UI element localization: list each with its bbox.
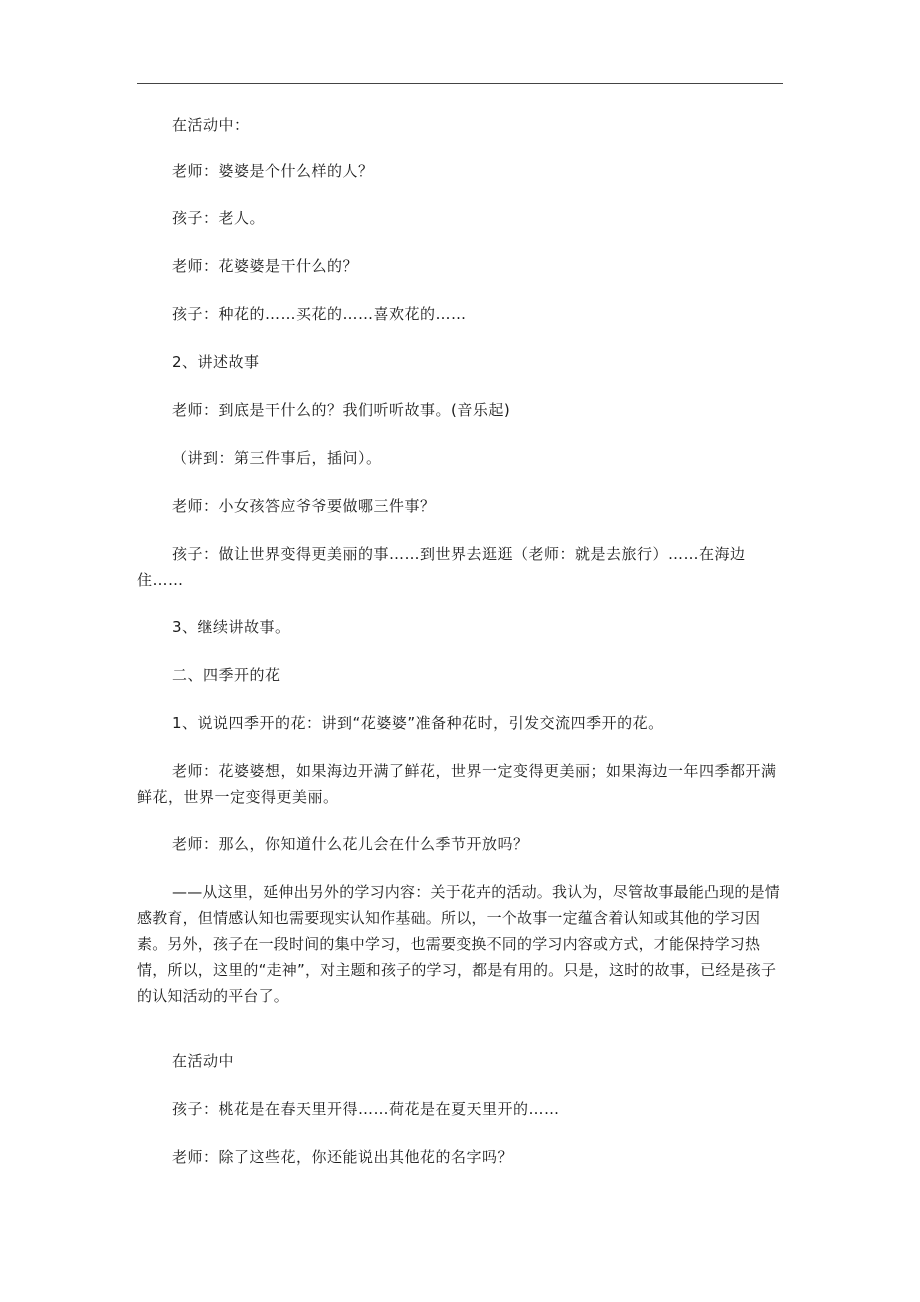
paragraph-14: 老师：花婆婆想，如果海边开满了鲜花，世界一定变得更美丽；如果海边一年四季都开满鲜花，世界一定变得更美丽。: [137, 762, 777, 806]
paragraph-3: 孩子：老人。: [172, 209, 266, 227]
paragraph-18: 孩子：桃花是在春天里开得……荷花是在夏天里开的……: [172, 1100, 560, 1118]
chapter-heading-2: 二、四季开的花: [172, 666, 281, 684]
paragraph-15: 老师：那么，你知道什么花儿会在什么季节开放吗？: [172, 835, 529, 853]
paragraph-17: 在活动中: [172, 1052, 235, 1070]
paragraph-1: 在活动中：: [172, 116, 250, 134]
paragraph-7: 老师：到底是干什么的？我们听听故事。(音乐起): [172, 401, 511, 419]
header-rule: [137, 83, 783, 84]
paragraph-8: （讲到：第三件事后，插问）。: [172, 449, 382, 467]
paragraph-2: 老师：婆婆是个什么样的人？: [172, 162, 374, 180]
paragraph-19: 老师：除了这些花，你还能说出其他花的名字吗？: [172, 1148, 514, 1166]
paragraph-10: 孩子：做让世界变得更美丽的事……到世界去逛逛（老师：就是去旅行）……在海边住……: [137, 545, 746, 589]
paragraph-9: 老师：小女孩答应爷爷要做哪三件事？: [172, 497, 436, 515]
paragraph-16: ——从这里，延伸出另外的学习内容：关于花卉的活动。我认为，尽管故事最能凸现的是情感教育，但情感认知也需要现实认知作基础。所以，一个故事一定蕴含着认知或其他的学习因素。另外，孩子在一段时间的集中学习，也需要变换不同的学习内容或方式，才能保持学习热情，所以，这里的“走神”，对主题和孩子的学习，都是有用的。只是，这时的故事，已经是孩子的认知活动的平台了。: [137, 883, 781, 1005]
paragraph-4: 老师：花婆婆是干什么的？: [172, 257, 359, 275]
paragraph-5: 孩子：种花的……买花的……喜欢花的……: [172, 305, 467, 323]
section-heading-1: 1、说说四季开的花：讲到“花婆婆”准备种花时，引发交流四季开的花。: [172, 714, 664, 732]
section-heading-2: 2、讲述故事: [172, 353, 260, 371]
section-heading-3: 3、继续讲故事。: [172, 618, 291, 636]
